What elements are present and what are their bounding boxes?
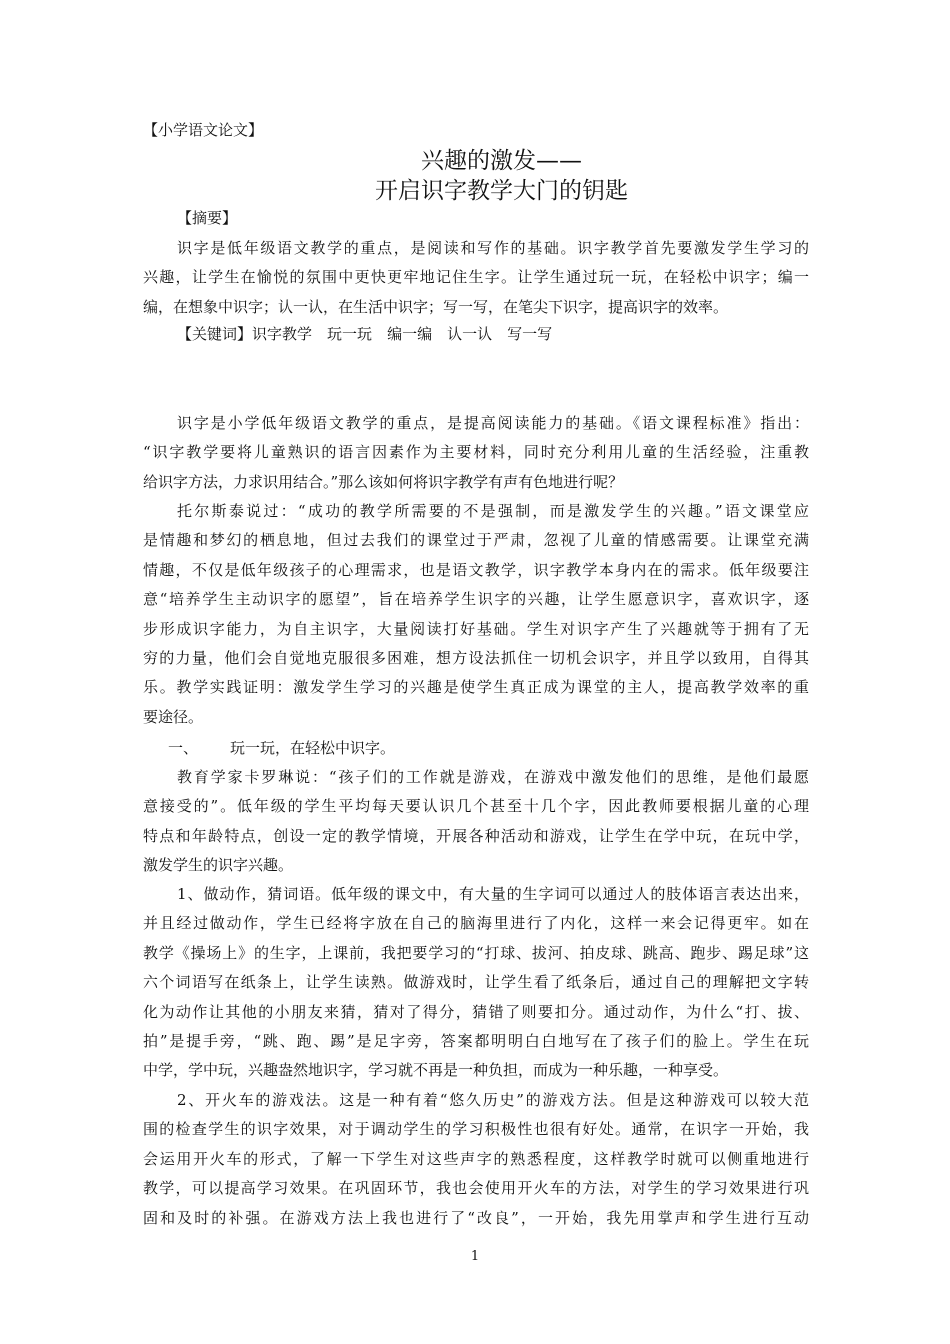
category-tag: 【小学语文论文】 bbox=[143, 121, 264, 139]
keyword: 编一编 bbox=[387, 325, 433, 343]
text-line: 固和及时的补强。在游戏方法上我也进行了“改良”，一开始，我先用掌声和学生进行互动 bbox=[143, 1208, 809, 1227]
text-line: 穷的力量，他们会自觉地克服很多困难，想方设法抓住一切机会识字，并且学以致用，自得其 bbox=[143, 648, 809, 667]
page-number: 1 bbox=[470, 1249, 480, 1264]
keywords-label: 【关键词】 bbox=[177, 325, 253, 343]
text-line: 要途径。 bbox=[143, 707, 204, 726]
section-title: 玩一玩，在轻松中识字。 bbox=[230, 739, 396, 757]
text-line: 围的检查学生的识字效果，对于调动学生的学习积极性也很有好处。通常，在识字一开始，我 bbox=[143, 1120, 809, 1139]
body-paragraph-5 bbox=[143, 1086, 809, 1233]
text-line: 拍”是提手旁，“跳、跑、踢”是足字旁，答案都明明白白地写在了孩子们的脸上。学生在玩 bbox=[143, 1031, 809, 1050]
text-line: 情趣，不仅是低年级孩子的心理需求，也是语文教学，识字教学本身内在的需求。低年级要注 bbox=[143, 560, 809, 579]
text-line: 是情趣和梦幻的栖息地，但过去我们的课堂过于严肃，忽视了儿童的情感需要。让课堂充满 bbox=[143, 531, 809, 550]
text-line: 会运用开火车的形式，了解一下学生对这些声字的熟悉程度，这样教学时就可以侧重地进行 bbox=[143, 1149, 809, 1168]
text-line: 给识字方法，力求识用结合。”那么该如何将识字教学有声有色地进行呢？ bbox=[143, 472, 624, 491]
body-paragraph-1 bbox=[143, 409, 809, 497]
title-line-2: 开启识字教学大门的钥匙 bbox=[375, 178, 628, 204]
abstract-line: 兴趣，让学生在愉悦的氛围中更快更牢地记住生字。让学生通过玩一玩，在轻松中识字；编一 bbox=[143, 268, 809, 287]
section-number: 一、 bbox=[168, 739, 199, 757]
text-line: 识字是小学低年级语文教学的重点，是提高阅读能力的基础。《语文课程标准》指出： bbox=[177, 414, 809, 432]
text-line: 步形成识字能力，为自主识字，大量阅读打好基础。学生对识字产生了兴趣就等于拥有了无 bbox=[143, 619, 809, 638]
abstract-line: 编，在想象中识字；认一认，在生活中识字；写一写，在笔尖下识字，提高识字的效率。 bbox=[143, 297, 729, 316]
text-line: 特点和年龄特点，创设一定的教学情境，开展各种活动和游戏，让学生在学中玩，在玩中学， bbox=[143, 826, 809, 845]
keyword: 玩一玩 bbox=[327, 325, 373, 343]
text-line: “识字教学要将儿童熟识的语言因素作为主要材料，同时充分利用儿童的生活经验，注重教 bbox=[143, 443, 809, 462]
text-line: 托尔斯泰说过：“成功的教学所需要的不是强制，而是激发学生的兴趣。”语文课堂应 bbox=[177, 502, 809, 520]
keyword: 识字教学 bbox=[252, 325, 313, 343]
body-paragraph-3 bbox=[143, 763, 809, 881]
text-line: 乐。教学实践证明：激发学生学习的兴趣是使学生真正成为课堂的主人，提高教学效率的重 bbox=[143, 678, 809, 697]
section-heading-1 bbox=[168, 737, 395, 759]
text-line: 意“培养学生主动识字的愿望”，旨在培养学生识字的兴趣，让学生愿意识字，喜欢识字，逐 bbox=[143, 590, 809, 609]
body-paragraph-4 bbox=[143, 880, 809, 1086]
text-line: 教育学家卡罗琳说：“孩子们的工作就是游戏，在游戏中激发他们的思维，是他们最愿 bbox=[177, 768, 809, 786]
abstract-label: 【摘要】 bbox=[177, 209, 238, 227]
text-line: 意接受的”。低年级的学生平均每天要认识几个甚至十几个字，因此教师要根据儿童的心理 bbox=[143, 797, 809, 816]
text-line: 六个词语写在纸条上，让学生读熟。做游戏时，让学生看了纸条后，通过自己的理解把文字转 bbox=[143, 973, 809, 992]
abstract-paragraph bbox=[143, 234, 809, 322]
text-line: 化为动作让其他的小朋友来猜，猜对了得分，猜错了则要扣分。通过动作，为什么“打、拔、 bbox=[143, 1002, 809, 1021]
keyword: 写一写 bbox=[507, 325, 553, 343]
keywords-line bbox=[177, 323, 552, 345]
abstract-line: 识字是低年级语文教学的重点，是阅读和写作的基础。识字教学首先要激发学生学习的 bbox=[177, 239, 809, 257]
text-line: 中学，学中玩，兴趣盎然地识字，学习就不再是一种负担，而成为一种乐趣，一种享受。 bbox=[143, 1061, 729, 1080]
text-line: 1、做动作，猜词语。低年级的课文中，有大量的生字词可以通过人的肢体语言表达出来， bbox=[177, 885, 809, 903]
text-line: 2、开火车的游戏法。这是一种有着“悠久历史”的游戏方法。但是这种游戏可以较大范 bbox=[177, 1091, 809, 1109]
keyword: 认一认 bbox=[447, 325, 493, 343]
text-line: 激发学生的识字兴趣。 bbox=[143, 856, 294, 875]
text-line: 教学《操场上》的生字，上课前，我把要学习的“打球、拔河、拍皮球、跳高、跑步、踢足球”这 bbox=[143, 943, 809, 962]
body-paragraph-2 bbox=[143, 497, 809, 732]
title-line-1: 兴趣的激发—— bbox=[421, 148, 582, 174]
text-line: 并且经过做动作，学生已经将字放在自己的脑海里进行了内化，这样一来会记得更牢。如在 bbox=[143, 914, 809, 933]
text-line: 教学，可以提高学习效果。在巩固环节，我也会使用开火车的方法，对学生的学习效果进行巩 bbox=[143, 1179, 809, 1198]
